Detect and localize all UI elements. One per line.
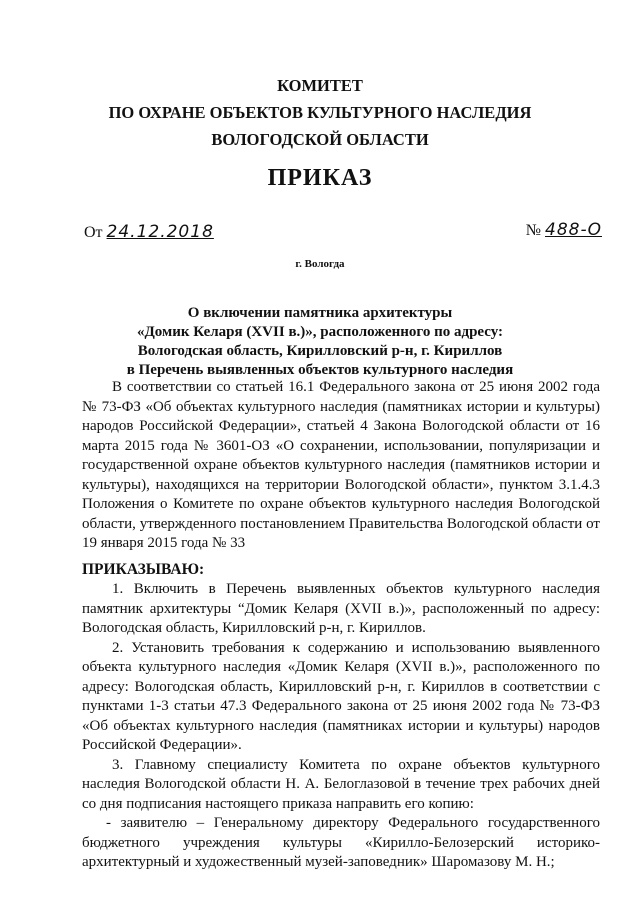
orders-list xyxy=(82,580,600,873)
org-line-2: ПО ОХРАНЕ ОБЪЕКТОВ КУЛЬТУРНОГО НАСЛЕДИЯ xyxy=(108,103,532,122)
order-item-2: 2. Установить требования к содержанию и использованию выявленного объекта культурного наследия «Домик Келаря (XVII в.)», расположенного по адресу: Вологодская область, Кирилловский р-н, г. Кириллов в соответствии с пунктами 1-3 статьи 47.3 Федерального закона от 25 июня 2002 года № 73-ФЗ «Об объектах культурного наследия (памятниках истории и культуры) народов Российской Федерации». xyxy=(82,639,600,753)
subject-block xyxy=(0,304,640,380)
document-title: ПРИКАЗ xyxy=(267,165,373,191)
date-value: 24.12.2018 xyxy=(106,222,214,242)
number-value: 488-О xyxy=(545,220,602,240)
number-prefix: № xyxy=(525,222,542,239)
orders-heading: ПРИКАЗЫВАЮ: xyxy=(82,561,205,578)
subject-line-1: О включении памятника архитектуры xyxy=(187,305,453,321)
order-sub-item-1: - заявителю – Генеральному директору Федерального государственного бюджетного учреждения культуры «Кирилло-Белозерский историко-архитектурный и художественный музей-заповедник» Шаромазову М. Н.; xyxy=(82,815,600,870)
date-prefix: От xyxy=(84,224,103,241)
subject-line-4: в Перечень выявленных объектов культурного наследия xyxy=(126,362,514,378)
subject-line-3: Вологодская область, Кирилловский р-н, г. Кириллов xyxy=(137,343,503,359)
org-line-1: КОМИТЕТ xyxy=(277,76,363,95)
order-item-3: 3. Главному специалисту Комитета по охране объектов культурного наследия Вологодской области Н. А. Белоглазовой в течение трех рабочих дней со дня подписания настоящего приказа направить его копию: xyxy=(82,756,600,812)
city-line: г. Вологда xyxy=(295,258,345,270)
preamble-paragraph: В соответствии со статьей 16.1 Федерального закона от 25 июня 2002 года № 73-ФЗ «Об объектах культурного наследия (памятниках истории и культуры) народов Российской Федерации», статьей 4 Закона Вологодской области от 16 марта 2015 года № 3601-ОЗ «О сохранении, использовании, популяризации и государственной охране объектов культурного наследия (памятников истории и культуры), находящихся на территории Вологодской области», пунктом 3.1.4.3 Положения о Комитете по охране объектов культурного наследия Вологодской области, утвержденного постановлением Правительства Вологодской области от 19 января 2015 года № 33 xyxy=(82,379,600,551)
date-row xyxy=(84,222,214,242)
number-row xyxy=(526,220,602,240)
org-line-3: ВОЛОГОДСКОЙ ОБЛАСТИ xyxy=(211,130,429,149)
organization-header xyxy=(0,74,640,155)
order-item-1: 1. Включить в Перечень выявленных объектов культурного наследия памятник архитектуры “Домик Келаря (XVII в.)», расположенный по адресу: Вологодская область, Кирилловский р-н, г. Кириллов. xyxy=(82,581,600,636)
subject-line-2: «Домик Келаря (XVII в.)», расположенного по адресу: xyxy=(136,324,504,340)
